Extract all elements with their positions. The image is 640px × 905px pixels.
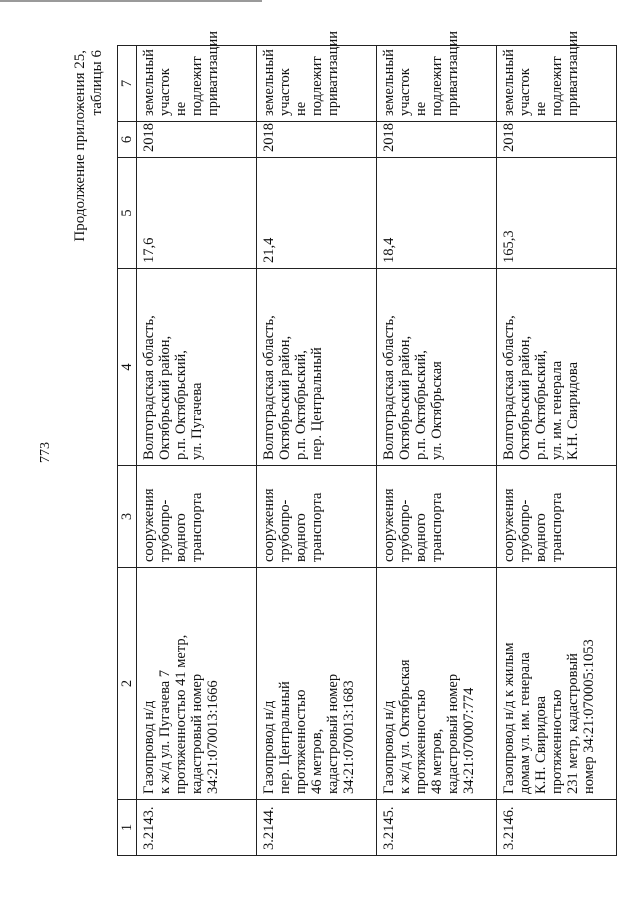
page-number: 773 xyxy=(38,442,53,463)
object-name: Газопровод н/д к жилым домам ул. им. генерала К.Н. Свиридова протяженностью 231 метр, кадастровый номер 34:21:070005:1053 xyxy=(497,568,617,800)
object-address: Волгоградская область, Октябрьский район, р.п. Октябрьский, ул. Пугачева xyxy=(137,269,257,466)
column-header-1: 1 xyxy=(118,800,137,856)
object-year: 2018 xyxy=(497,122,617,158)
table-row xyxy=(497,46,617,856)
land-note: земельный участок не подлежит приватизации xyxy=(257,46,377,122)
column-header-6: 6 xyxy=(118,122,137,158)
object-name: Газопровод н/д пер. Центральный протяженностью 46 метров, кадастровый номер 34:21:070013:1683 xyxy=(257,568,377,800)
object-year: 2018 xyxy=(377,122,497,158)
object-address: Волгоградская область, Октябрьский район, р.п. Октябрьский, ул. им. генерала К.Н. Свиридова xyxy=(497,269,617,466)
column-header-4: 4 xyxy=(118,269,137,466)
row-number: 3.2143. xyxy=(137,800,257,856)
continuation-note xyxy=(72,50,106,242)
column-header-2: 2 xyxy=(118,568,137,800)
object-name: Газопровод н/д к ж/д ул. Пугачева 7 протяженностью 41 метр, кадастровый номер 34:21:070013:1666 xyxy=(137,568,257,800)
row-number: 3.2146. xyxy=(497,800,617,856)
row-number: 3.2145. xyxy=(377,800,497,856)
object-type: сооружения трубопро- водного транспорта xyxy=(377,466,497,568)
object-type: сооружения трубопро- водного транспорта xyxy=(497,466,617,568)
object-value: 165,3 xyxy=(497,158,617,269)
object-value: 21,4 xyxy=(257,158,377,269)
column-header-5: 5 xyxy=(118,158,137,269)
object-name: Газопровод н/д к ж/д ул. Октябрьская протяженностью 48 метров, кадастровый номер 34:21:070007:774 xyxy=(377,568,497,800)
table-row xyxy=(257,46,377,856)
object-year: 2018 xyxy=(257,122,377,158)
property-table xyxy=(117,30,617,856)
continuation-line-1: Продолжение приложения 25, xyxy=(72,50,88,242)
object-type: сооружения трубопро- водного транспорта xyxy=(257,466,377,568)
column-header-7: 7 xyxy=(118,46,137,122)
object-value: 17,6 xyxy=(137,158,257,269)
land-note: земельный участок не подлежит приватизации xyxy=(497,46,617,122)
table-row xyxy=(377,46,497,856)
column-header-3: 3 xyxy=(118,466,137,568)
object-year: 2018 xyxy=(137,122,257,158)
object-address: Волгоградская область, Октябрьский район, р.п. Октябрьский, ул. Октябрьская xyxy=(377,269,497,466)
header-row xyxy=(118,46,137,856)
continuation-line-2: таблицы 6 xyxy=(89,50,105,116)
land-note: земельный участок не подлежит приватизации xyxy=(377,46,497,122)
row-number: 3.2144. xyxy=(257,800,377,856)
table-row xyxy=(137,46,257,856)
object-value: 18,4 xyxy=(377,158,497,269)
object-address: Волгоградская область, Октябрьский район, р.п. Октябрьский, пер. Центральный xyxy=(257,269,377,466)
land-note: земельный участок не подлежит приватизации xyxy=(137,46,257,122)
object-type: сооружения трубопро- водного транспорта xyxy=(137,466,257,568)
